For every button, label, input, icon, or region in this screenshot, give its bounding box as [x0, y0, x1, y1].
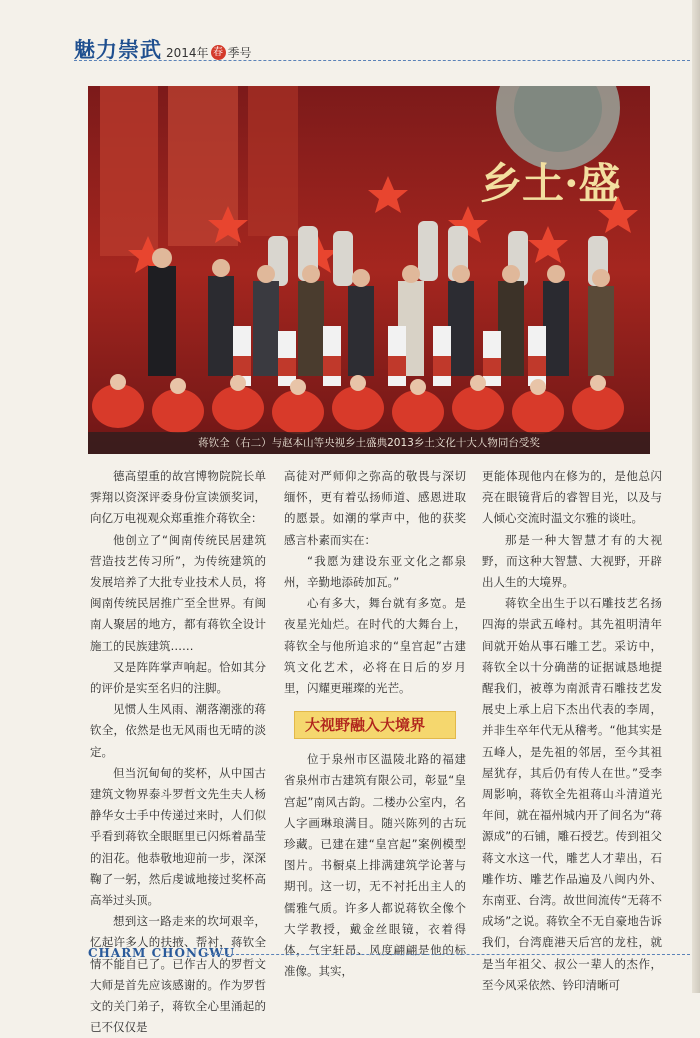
season-badge: 春 [211, 45, 226, 60]
issue-year: 2014年 [166, 46, 209, 60]
stage-illustration [88, 86, 650, 454]
paragraph: 那是一种大智慧才有的大视野，而这种大智慧、大视野，开辟出人生的大境界。 [482, 532, 662, 590]
paragraph: 见惯人生风雨、潮落潮涨的蒋钦全，依然是也无风雨也无晴的淡定。 [90, 702, 266, 759]
paragraph: 位于泉州市区温陵北路的福建省泉州市古建筑有限公司，彰显“皇宫起”南风古韵。二楼办公室内，名人字画琳琅满目。随兴陈列的古玩珍藏。已建在建“皇宫起”案例模型图片。书橱桌上排满建筑学论著与期刊。这一切，无不衬托出主人的儒雅气质。许多人都说蒋钦全像个大学教授，戴金丝眼镜，衣着得体，气宇轩昂、风度翩翩是他的标准像。其实， [284, 752, 466, 979]
header-divider [74, 60, 690, 61]
paragraph: 又是阵阵掌声响起。恰如其分的评价是实至名归的注脚。 [90, 659, 266, 696]
paragraph: 高徒对严师仰之弥高的敬畏与深切缅怀，更有着弘扬师道、感恩进取的愿景。如潮的掌声中，他的获奖感言朴素而实在： [284, 469, 466, 547]
paragraph: 蒋钦全出生于以石雕技艺名扬四海的崇武五峰村。其先祖明清年间就开始从事石雕工艺。采访中，蒋钦全以十分确凿的证据诚恳地提醒我们，被尊为南派青石雕技艺发展史上承上启下杰出代表的李周，并非生卒年代无从稽考。“他其实是五峰人，是先祖的邻居，至今其祖屋犹存，其后仍有传人在世。”受李周影响，蒋钦全先祖蒋山斗清道光年间，就在福州城内开了间名为“蒋源成”的石铺，雕石授艺。传到祖父蒋文水这一代，雕艺人才辈出，石雕作坊、雕艺作品遍及八闽内外、东南亚、台湾。故世间流传“无蒋不成场”之说。蒋钦全不无自豪地告诉我们，台湾鹿港天后宫的龙柱，就是当年祖父、叔公一辈人的杰作，至今风采依然、钤印清晰可 [482, 596, 662, 992]
page-header [74, 30, 252, 64]
text-column-3 [482, 466, 662, 996]
magazine-title: 魅力崇武 [74, 37, 162, 62]
photo-caption: 蒋钦全（右二）与赵本山等央视乡土盛典2013乡土文化十大人物同台受奖 [88, 432, 650, 454]
stage-banner-text: 乡土·盛 [480, 159, 621, 208]
award-ceremony-photo [88, 86, 650, 454]
page-edge [692, 0, 700, 993]
paragraph: 心有多大，舞台就有多宽。是夜星光灿烂。在时代的大舞台上，蒋钦全与他所追求的“皇宫起”古建筑文化艺术，必将在日后的岁月里，闪耀更璀璨的光芒。 [284, 596, 466, 696]
footer-divider [206, 954, 690, 955]
quote-paragraph: “我愿为建设东亚文化之都泉州，辛勤地添砖加瓦。” [284, 553, 466, 590]
issue-suffix: 季号 [227, 46, 252, 60]
paragraph: 德高望重的故宫博物院院长单霁翔以资深评委身份宣读颁奖词，向亿万电视观众郑重推介蒋钦全： [90, 469, 266, 526]
paragraph: 更能体现他内在修为的，是他总闪亮在眼镜背后的睿智目光，以及与人倾心交流时温文尔雅的谈吐。 [482, 469, 662, 526]
paragraph: 想到这一路走来的坎坷艰辛，忆起许多人的扶掖、帮衬，蒋钦全情不能自已了。已作古人的罗哲文大师是首先应该感谢的。作为罗哲文的关门弟子，蒋钦全心里涌起的已不仅仅是 [90, 914, 266, 1035]
paragraph: 但当沉甸甸的奖杯，从中国古建筑文物界泰斗罗哲文先生夫人杨静华女士手中传递过来时，人们似乎看到蒋钦全眼眶里已闪烁着晶莹的泪花。他恭敬地迎前一步，深深鞠了一躬，然后虔诚地接过奖杯高高举过头顶。 [90, 765, 266, 908]
text-column-2 [284, 466, 466, 982]
section-subheading: 大视野融入大境界 [294, 711, 456, 739]
paragraph: 他创立了“闽南传统民居建筑营造技艺传习所”，为传统建筑的发展培养了大批专业技术人员，将闽南传统民居推广至全世界。有闽南人聚居的地方，都有蒋钦全设计施工的民族建筑…… [90, 532, 266, 653]
footer-brand: CHARM CHONGWU [88, 946, 236, 960]
issue-label [166, 44, 252, 61]
